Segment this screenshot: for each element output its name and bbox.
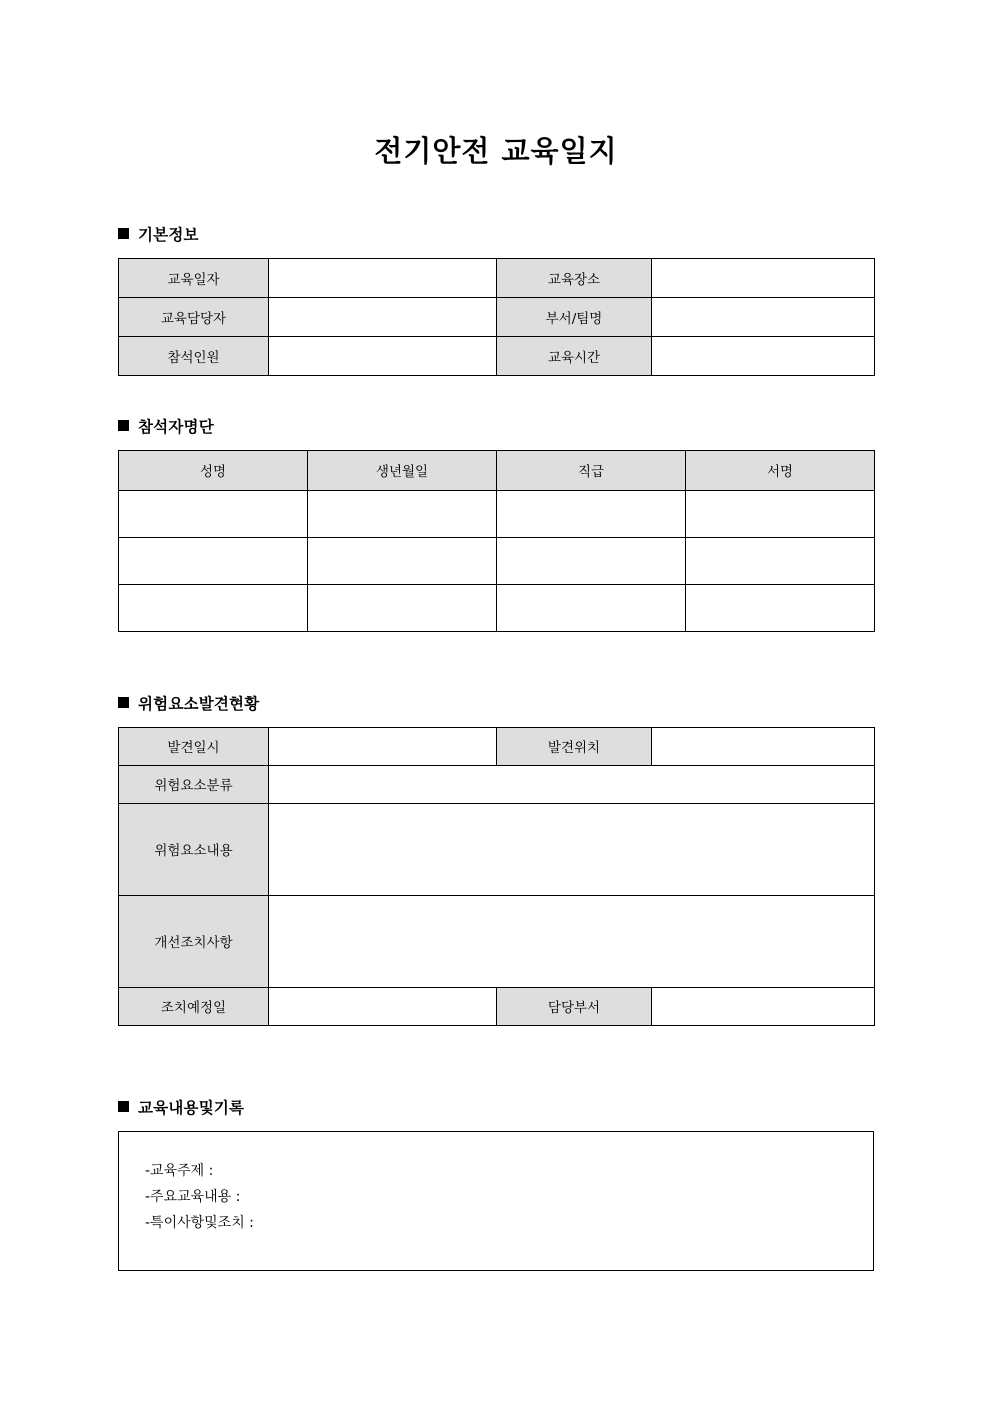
- training-topic-line: -교육주제 :: [145, 1162, 214, 1179]
- table-row: [119, 727, 875, 765]
- field-discovery-location[interactable]: [652, 727, 875, 765]
- column-header-birthdate: 생년월일: [308, 450, 497, 490]
- field-hazard-category[interactable]: [269, 765, 875, 803]
- label-discovery-datetime: 발견일시: [119, 727, 269, 765]
- attendee-list-table: [118, 450, 875, 632]
- cell-name[interactable]: [119, 537, 308, 584]
- bullet-square-icon: [118, 420, 129, 431]
- field-department-team[interactable]: [652, 297, 875, 336]
- field-education-place[interactable]: [652, 258, 875, 297]
- field-hazard-detail[interactable]: [269, 803, 875, 895]
- table-row: [119, 537, 875, 584]
- label-education-place: 교육장소: [497, 258, 652, 297]
- cell-birthdate[interactable]: [308, 490, 497, 537]
- label-education-date: 교육일자: [119, 258, 269, 297]
- label-department-team: 부서/팀명: [497, 297, 652, 336]
- table-row: [119, 584, 875, 631]
- table-row: [119, 490, 875, 537]
- table-row: [119, 765, 875, 803]
- field-discovery-datetime[interactable]: [269, 727, 497, 765]
- field-education-date[interactable]: [269, 258, 497, 297]
- section-heading-training-record-label: 교육내용및기록: [138, 1098, 245, 1117]
- field-education-manager[interactable]: [269, 297, 497, 336]
- special-notes-line: -특이사항및조치 :: [145, 1214, 254, 1231]
- field-improvement-action[interactable]: [269, 895, 875, 987]
- cell-name[interactable]: [119, 490, 308, 537]
- label-education-hours: 교육시간: [497, 336, 652, 375]
- section-heading-basic-info: [118, 223, 992, 245]
- hazard-status-table: [118, 727, 875, 1026]
- cell-position[interactable]: [497, 537, 686, 584]
- cell-signature[interactable]: [686, 490, 875, 537]
- label-education-manager: 교육담당자: [119, 297, 269, 336]
- column-header-name: 성명: [119, 450, 308, 490]
- field-attendee-count[interactable]: [269, 336, 497, 375]
- main-training-content-line: -주요교육내용 :: [145, 1188, 241, 1205]
- table-row: [119, 895, 875, 987]
- section-heading-attendees: [118, 415, 992, 437]
- table-row: [119, 987, 875, 1025]
- label-hazard-detail: 위험요소내용: [119, 803, 269, 895]
- label-responsible-department: 담당부서: [497, 987, 652, 1025]
- bullet-square-icon: [118, 1101, 129, 1112]
- training-record-box[interactable]: [118, 1131, 874, 1271]
- section-heading-hazard: [118, 692, 992, 714]
- section-heading-hazard-label: 위험요소발견현황: [138, 694, 260, 713]
- field-responsible-department[interactable]: [652, 987, 875, 1025]
- cell-signature[interactable]: [686, 584, 875, 631]
- cell-birthdate[interactable]: [308, 537, 497, 584]
- cell-position[interactable]: [497, 584, 686, 631]
- label-action-due-date: 조치예정일: [119, 987, 269, 1025]
- section-heading-training-record: [118, 1096, 992, 1118]
- table-row: [119, 336, 875, 375]
- label-discovery-location: 발견위치: [497, 727, 652, 765]
- cell-birthdate[interactable]: [308, 584, 497, 631]
- table-row: [119, 297, 875, 336]
- basic-info-table: [118, 258, 875, 376]
- bullet-square-icon: [118, 228, 129, 239]
- column-header-signature: 서명: [686, 450, 875, 490]
- section-heading-basic-info-label: 기본정보: [138, 225, 199, 244]
- table-header-row: [119, 450, 875, 490]
- column-header-position: 직급: [497, 450, 686, 490]
- table-row: [119, 803, 875, 895]
- section-heading-attendees-label: 참석자명단: [138, 417, 214, 436]
- cell-signature[interactable]: [686, 537, 875, 584]
- cell-position[interactable]: [497, 490, 686, 537]
- label-hazard-category: 위험요소분류: [119, 765, 269, 803]
- cell-name[interactable]: [119, 584, 308, 631]
- table-row: [119, 258, 875, 297]
- label-attendee-count: 참석인원: [119, 336, 269, 375]
- field-education-hours[interactable]: [652, 336, 875, 375]
- label-improvement-action: 개선조치사항: [119, 895, 269, 987]
- bullet-square-icon: [118, 697, 129, 708]
- field-action-due-date[interactable]: [269, 987, 497, 1025]
- document-title: 전기안전 교육일지: [374, 134, 618, 168]
